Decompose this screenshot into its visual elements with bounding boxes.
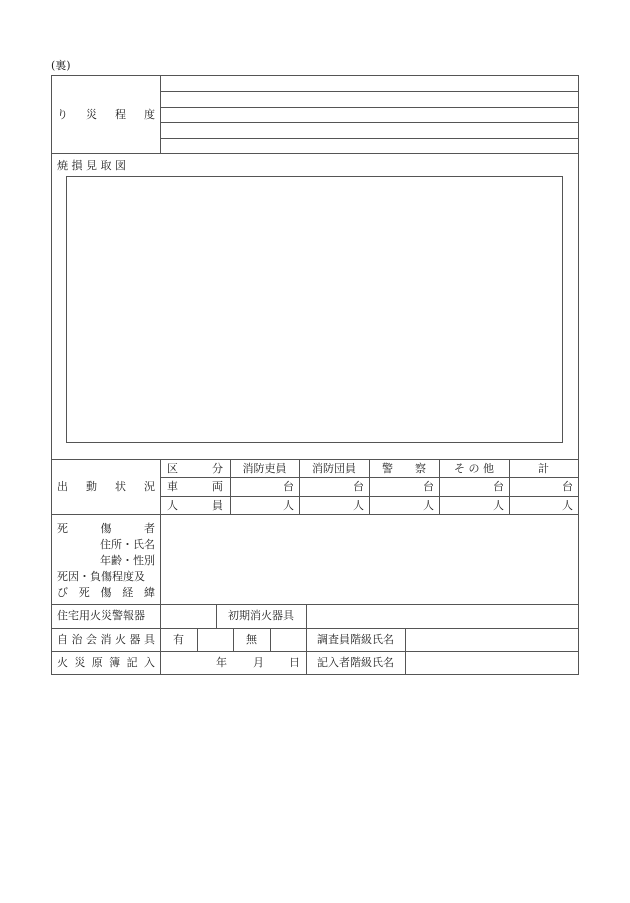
community-extinguisher-label: 自 治 会 消 火 器 具 bbox=[57, 633, 155, 646]
personnel-fire-staff[interactable]: 人 bbox=[283, 499, 294, 512]
damage-line-4[interactable] bbox=[161, 123, 578, 138]
damage-label: り 災 程 度 bbox=[57, 108, 155, 121]
sketch-label: 焼 損 見 取 図 bbox=[57, 159, 126, 172]
header-kubun: 区 分 bbox=[167, 462, 223, 475]
day-label: 日 bbox=[289, 656, 300, 669]
table-rule bbox=[160, 496, 578, 497]
vehicles-police[interactable]: 台 bbox=[423, 480, 434, 493]
yes-label: 有 bbox=[173, 633, 184, 646]
recorder-field[interactable] bbox=[406, 652, 578, 674]
header-police: 警 察 bbox=[382, 462, 426, 475]
table-rule bbox=[160, 459, 161, 514]
initial-extinguisher-field[interactable] bbox=[307, 605, 578, 628]
personnel-police[interactable]: 人 bbox=[423, 499, 434, 512]
damage-line-5[interactable] bbox=[161, 139, 578, 153]
casualty-label: 死 傷 者 bbox=[57, 522, 155, 535]
casualty-age-sex: 年齢・性別 bbox=[100, 554, 155, 567]
casualty-address-name: 住所・氏名 bbox=[100, 538, 155, 551]
personnel-volunteer[interactable]: 人 bbox=[353, 499, 364, 512]
vehicles-fire-staff[interactable]: 台 bbox=[283, 480, 294, 493]
header-total: 計 bbox=[538, 462, 549, 475]
header-other: そ の 他 bbox=[454, 462, 494, 475]
damage-line-1[interactable] bbox=[161, 76, 578, 91]
fire-register-label: 火 災 原 簿 記 入 bbox=[57, 656, 155, 669]
investigator-label: 調査員階級氏名 bbox=[317, 633, 394, 646]
personnel-total[interactable]: 人 bbox=[562, 499, 573, 512]
damage-line-2[interactable] bbox=[161, 92, 578, 107]
casualty-field[interactable] bbox=[161, 515, 578, 604]
no-field[interactable] bbox=[271, 629, 306, 651]
table-rule bbox=[51, 153, 579, 154]
header-volunteer: 消防団員 bbox=[312, 462, 356, 475]
row-personnel-label: 人 員 bbox=[167, 499, 223, 512]
side-label: (裏) bbox=[51, 59, 71, 72]
yes-field[interactable] bbox=[198, 629, 233, 651]
vehicles-other[interactable]: 台 bbox=[493, 480, 504, 493]
residential-alarm-field[interactable] bbox=[161, 605, 216, 628]
residential-alarm-label: 住宅用火災警報器 bbox=[57, 609, 145, 622]
sketch-area[interactable] bbox=[66, 176, 563, 443]
recorder-label: 記入者階級氏名 bbox=[317, 656, 394, 669]
table-rule bbox=[160, 477, 578, 478]
damage-line-3[interactable] bbox=[161, 108, 578, 122]
vehicles-total[interactable]: 台 bbox=[562, 480, 573, 493]
header-fire-staff: 消防吏員 bbox=[242, 462, 287, 475]
vehicles-volunteer[interactable]: 台 bbox=[353, 480, 364, 493]
personnel-other[interactable]: 人 bbox=[493, 499, 504, 512]
dispatch-label: 出 動 状 況 bbox=[57, 480, 155, 493]
row-vehicles-label: 車 両 bbox=[167, 480, 223, 493]
casualty-cause: 死因・負傷程度及 bbox=[57, 570, 145, 583]
year-label: 年 bbox=[216, 656, 227, 669]
table-rule bbox=[51, 459, 579, 460]
initial-extinguisher-label: 初期消火器具 bbox=[228, 609, 294, 622]
investigator-field[interactable] bbox=[406, 629, 578, 651]
no-label: 無 bbox=[246, 633, 257, 646]
casualty-circumstances: び 死 傷 経 緯 bbox=[57, 586, 155, 599]
month-label: 月 bbox=[253, 656, 264, 669]
